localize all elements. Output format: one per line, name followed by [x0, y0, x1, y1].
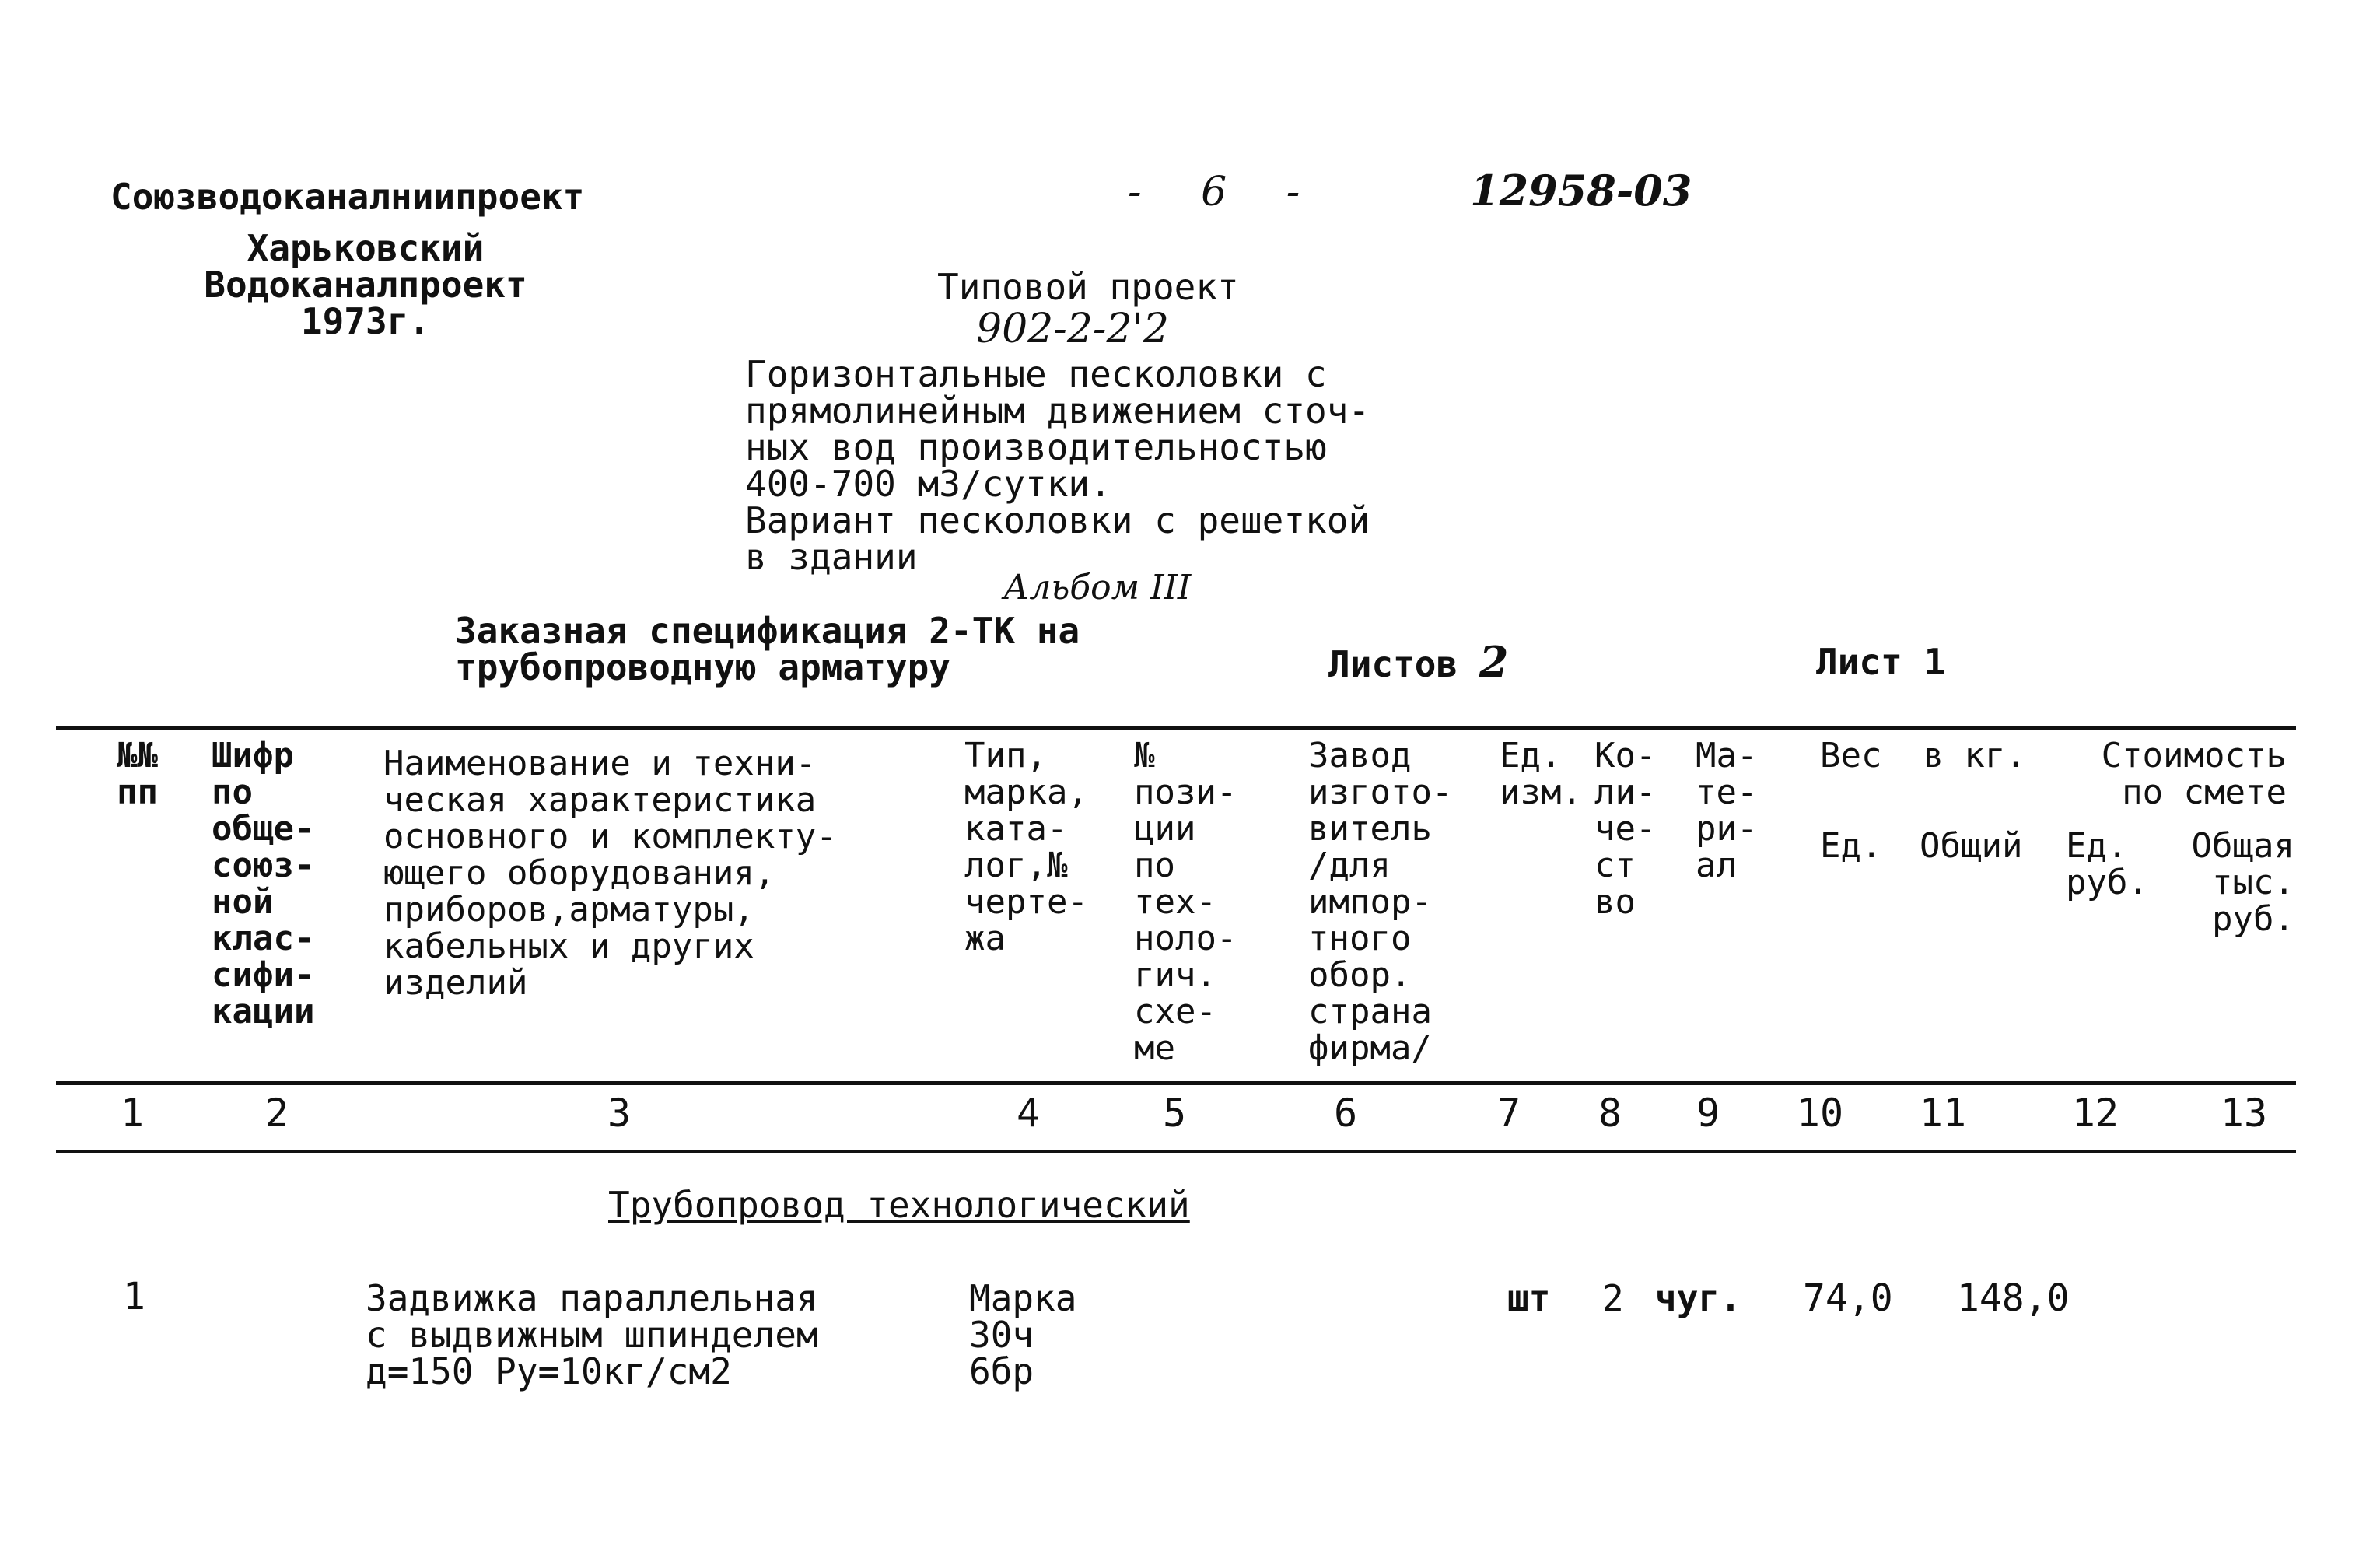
header-text: че-	[1594, 809, 1657, 849]
header-col-2	[212, 737, 314, 1030]
header-col-7	[1500, 737, 1582, 811]
header-text: Шифр	[212, 736, 294, 776]
header-text: основного и комплекту-	[383, 817, 837, 856]
header-text: гич.	[1134, 955, 1216, 995]
header-col-4	[964, 737, 1088, 957]
header-text: изделий	[383, 963, 528, 1003]
description-line: в здании	[745, 536, 918, 578]
column-number: 2	[264, 1091, 289, 1136]
header-text: ческая характеристика	[383, 780, 817, 820]
header-text: кабельных и других	[383, 926, 754, 966]
row-material: чуг.	[1655, 1277, 1741, 1319]
header-text: Ко-	[1594, 736, 1657, 776]
column-number: 11	[1919, 1091, 1967, 1136]
header-text: Тип,	[964, 736, 1047, 776]
header-text: руб.	[2212, 899, 2294, 939]
header-text: №	[1134, 736, 1155, 776]
header-text: по	[1134, 846, 1175, 885]
spec-title-line-2: трубопроводную арматуру	[455, 646, 950, 688]
header-text: ющего оборудования,	[383, 853, 775, 893]
column-number: 3	[607, 1091, 632, 1136]
header-text: обще-	[212, 809, 315, 849]
header-col-8	[1594, 737, 1656, 920]
project-label: Типовой проект	[937, 266, 1239, 308]
page-number: - 6 -	[1128, 169, 1324, 215]
header-text: ной	[212, 882, 274, 922]
header-text: союз-	[212, 846, 315, 885]
header-text: обор.	[1308, 955, 1412, 995]
row-weight-total: 148,0	[1957, 1276, 2070, 1320]
numbers-bottom-rule	[56, 1150, 2296, 1153]
column-number: 6	[1333, 1091, 1358, 1136]
institute-block	[179, 227, 552, 342]
header-text: /для	[1308, 846, 1391, 885]
table-top-rule	[56, 726, 2296, 730]
header-text: Стоимость	[2101, 736, 2287, 776]
header-text: руб.	[2066, 863, 2148, 902]
header-col-9	[1696, 737, 1757, 884]
header-text: Ед.	[2066, 826, 2128, 866]
column-number: 4	[1016, 1091, 1041, 1136]
header-weight-group: Вес в кг.	[1820, 736, 2026, 776]
row-unit: шт	[1507, 1277, 1551, 1319]
sheet-label: Лист	[1816, 641, 1902, 683]
header-text: витель	[1308, 809, 1432, 849]
header-text: сифи-	[212, 955, 315, 995]
column-number: 9	[1696, 1091, 1720, 1136]
row-quantity: 2	[1602, 1277, 1624, 1319]
header-col-11: Общий	[1920, 826, 2023, 866]
header-cost-group	[2053, 737, 2287, 811]
header-col-3	[383, 745, 837, 1001]
header-text: Завод	[1308, 736, 1412, 776]
header-col-12	[2066, 828, 2148, 901]
row-number: 1	[123, 1275, 145, 1318]
header-bottom-rule	[56, 1081, 2296, 1085]
header-text: Наименование и техни-	[383, 744, 817, 783]
header-text: жа	[964, 919, 1006, 958]
header-text: ли-	[1594, 772, 1657, 812]
header-text: ст	[1594, 846, 1636, 885]
header-text: изм.	[1500, 772, 1582, 812]
header-text: ал	[1696, 846, 1737, 885]
column-number: 8	[1598, 1091, 1622, 1136]
spec-title-line-1: Заказная спецификация 2-ТК на	[455, 610, 1080, 652]
column-number: 1	[120, 1091, 145, 1136]
document-code: 12958-03	[1470, 166, 1692, 215]
header-text: марка,	[964, 772, 1088, 812]
specification-title	[455, 610, 1080, 688]
header-text: черте-	[964, 882, 1088, 922]
header-text: по смете	[2122, 772, 2287, 812]
header-text: импор-	[1308, 882, 1432, 922]
header-text: кации	[212, 992, 315, 1031]
sheet-value: 1	[1923, 641, 1946, 683]
header-text: страна	[1308, 992, 1432, 1031]
organization-name: Союзводоканалниипроект	[110, 176, 585, 218]
header-text: изгото-	[1308, 772, 1453, 812]
institute-line-1: Харьковский	[247, 227, 485, 269]
header-text: пп	[117, 772, 158, 812]
sheets-value: 2	[1479, 637, 1509, 687]
header-text: ри-	[1696, 809, 1758, 849]
row-item-mark	[969, 1277, 1077, 1392]
album-label: Альбом III	[1003, 568, 1192, 607]
row-item-name	[366, 1277, 818, 1392]
item-mark-line: 6бр	[969, 1350, 1034, 1392]
description-line: прямолинейным движением сточ-	[745, 390, 1370, 432]
header-col-5	[1134, 737, 1237, 1066]
column-number: 13	[2220, 1091, 2268, 1136]
header-text: ции	[1134, 809, 1196, 849]
header-text: фирма/	[1308, 1028, 1432, 1068]
header-text: тех-	[1134, 882, 1216, 922]
header-text: приборов,арматуры,	[383, 890, 754, 930]
description-line: Горизонтальные песколовки с	[745, 353, 1327, 395]
item-name-line: д=150 Ру=10кг/см2	[366, 1350, 732, 1392]
sheets-count	[1328, 637, 1509, 687]
institute-line-2: Водоканалпроект	[204, 264, 527, 306]
description-line: ных вод производительностью	[745, 426, 1327, 468]
description-line: Вариант песколовки с решеткой	[745, 499, 1370, 541]
header-col-1	[117, 737, 158, 811]
project-number: 902-2-2'2	[976, 306, 1169, 352]
header-text: Ед.	[1500, 736, 1562, 776]
column-number: 7	[1496, 1091, 1521, 1136]
row-weight-unit: 74,0	[1803, 1276, 1893, 1320]
header-text: ноло-	[1134, 919, 1237, 958]
sheet-number	[1816, 641, 1946, 683]
header-text: ме	[1134, 1028, 1175, 1068]
header-text: Ма-	[1696, 736, 1758, 776]
section-title: Трубопровод технологический	[608, 1184, 1190, 1226]
column-number: 10	[1796, 1091, 1844, 1136]
sheets-label: Листов	[1328, 643, 1458, 685]
header-col-6	[1308, 737, 1452, 1066]
item-name-line: Задвижка параллельная	[366, 1277, 818, 1319]
institute-year: 1973г.	[300, 300, 431, 342]
header-col-13	[2162, 828, 2294, 937]
item-mark-line: Марка	[969, 1277, 1077, 1319]
header-text: во	[1594, 882, 1636, 922]
project-description	[745, 353, 1370, 578]
header-text: тыс.	[2212, 863, 2294, 902]
header-text: клас-	[212, 919, 315, 958]
header-text: лог,№	[964, 846, 1068, 885]
header-col-10: Ед.	[1820, 826, 1882, 866]
header-text: пози-	[1134, 772, 1237, 812]
header-text: схе-	[1134, 992, 1216, 1031]
item-mark-line: 30ч	[969, 1314, 1034, 1356]
item-name-line: с выдвижным шпинделем	[366, 1314, 818, 1356]
description-line: 400-700 м3/сутки.	[745, 463, 1111, 505]
column-number: 12	[2071, 1091, 2119, 1136]
header-text: тного	[1308, 919, 1412, 958]
column-number: 5	[1162, 1091, 1187, 1136]
header-text: №№	[117, 736, 158, 776]
header-text: по	[212, 772, 253, 812]
header-text: Общая	[2191, 826, 2294, 866]
header-text: ката-	[964, 809, 1068, 849]
header-text: те-	[1696, 772, 1758, 812]
